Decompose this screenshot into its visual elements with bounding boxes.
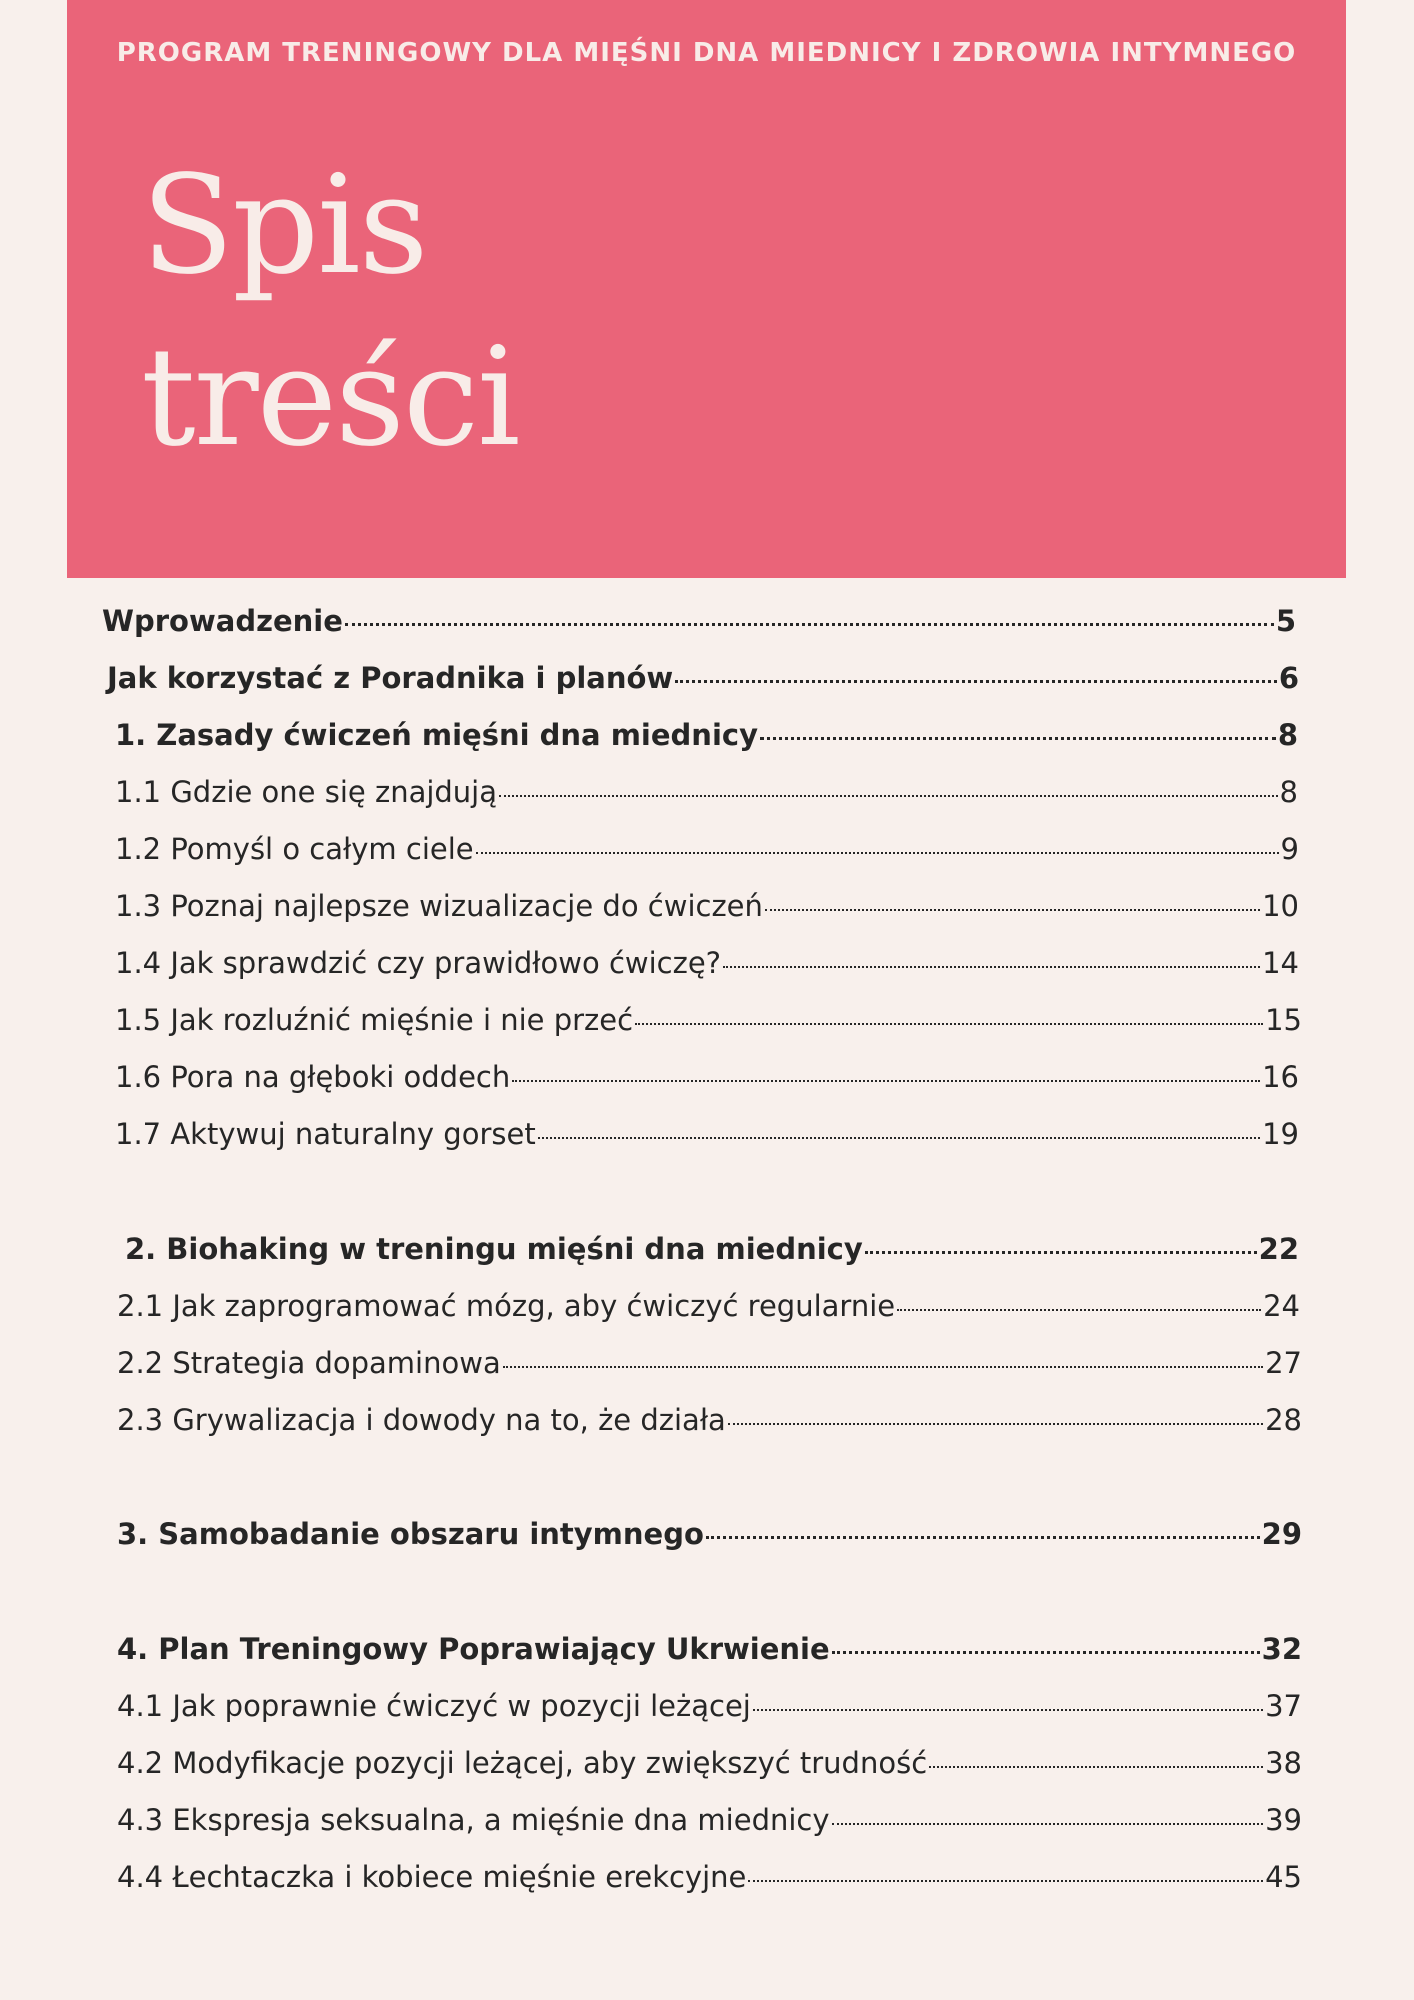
toc-entry-page: 8 — [1277, 718, 1298, 752]
toc-entry[interactable] — [125, 1232, 1299, 1276]
toc-entry-label: 1.3 Poznaj najlepsze wizualizacje do ćwiczeń — [115, 889, 763, 923]
toc-leader — [635, 1023, 1263, 1025]
toc-entry-page: 37 — [1265, 1689, 1302, 1723]
header-subtitle: PROGRAM TRENINGOWY DLA MIĘŚNI DNA MIEDNICY I ZDROWIA INTYMNEGO — [116, 38, 1297, 68]
toc-leader — [675, 680, 1277, 683]
toc-entry-page: 8 — [1279, 775, 1298, 809]
toc-entry-page: 10 — [1262, 889, 1299, 923]
toc-entry-label: 1.2 Pomyśl o całym ciele — [115, 832, 474, 866]
toc-entry[interactable] — [115, 832, 1299, 876]
toc-entry-page: 15 — [1265, 1003, 1302, 1037]
toc-entry-page: 24 — [1263, 1289, 1300, 1323]
toc-entry-label: 4.4 Łechtaczka i kobiece mięśnie erekcyjne — [117, 1860, 747, 1894]
toc-entry-label: 2.3 Grywalizacja i dowody na to, że działa — [117, 1403, 726, 1437]
toc-entry[interactable] — [115, 946, 1299, 990]
toc-leader — [753, 1709, 1263, 1711]
toc-entry[interactable] — [117, 1346, 1302, 1390]
page-title-line-2: treści — [141, 319, 519, 477]
toc-entry-label: Jak korzystać z Poradnika i planów — [107, 661, 674, 695]
toc-leader — [723, 966, 1260, 968]
toc-entry[interactable] — [115, 1060, 1299, 1104]
toc-entry-page: 38 — [1265, 1746, 1302, 1780]
toc-entry[interactable] — [102, 604, 1296, 648]
toc-entry-label: 3. Samobadanie obszaru intymnego — [117, 1517, 704, 1551]
page-title-line-1: Spis — [141, 147, 427, 305]
toc-leader — [832, 1651, 1260, 1654]
toc-entry-label: 1.6 Pora na głęboki oddech — [115, 1060, 511, 1094]
toc-entry-page: 9 — [1280, 832, 1299, 866]
toc-entry-page: 39 — [1265, 1803, 1302, 1837]
toc-entry-page: 22 — [1258, 1232, 1299, 1266]
toc-leader — [765, 909, 1260, 911]
toc-entry[interactable] — [117, 1803, 1302, 1847]
toc-entry-page: 45 — [1265, 1860, 1302, 1894]
toc-entry-page: 28 — [1265, 1403, 1302, 1437]
toc-leader — [897, 1309, 1261, 1311]
toc-entry[interactable] — [115, 889, 1299, 933]
toc-entry[interactable] — [115, 775, 1298, 819]
toc-leader — [512, 1080, 1260, 1082]
toc-entry-page: 14 — [1262, 946, 1299, 980]
toc-entry-page: 16 — [1262, 1060, 1299, 1094]
toc-leader — [476, 852, 1279, 854]
toc-entry-page: 19 — [1262, 1117, 1299, 1151]
toc-leader — [706, 1536, 1260, 1539]
toc-entry[interactable] — [117, 1517, 1302, 1561]
toc-entry[interactable] — [115, 1117, 1299, 1161]
toc-entry-label: 4. Plan Treningowy Poprawiający Ukrwienie — [117, 1632, 830, 1666]
toc-entry-label: 2.2 Strategia dopaminowa — [117, 1346, 501, 1380]
toc-leader — [345, 623, 1274, 626]
toc-entry-label: 4.1 Jak poprawnie ćwiczyć w pozycji leżącej — [117, 1689, 751, 1723]
toc-entry[interactable] — [117, 1689, 1302, 1733]
toc-leader — [832, 1823, 1264, 1825]
toc-entry-page: 29 — [1261, 1517, 1302, 1551]
toc-leader — [538, 1137, 1260, 1139]
toc-leader — [865, 1251, 1257, 1254]
toc-entry-label: 1.5 Jak rozluźnić mięśnie i nie przeć — [115, 1003, 634, 1037]
toc-entry[interactable] — [107, 661, 1299, 705]
toc-entry-label: 1.4 Jak sprawdzić czy prawidłowo ćwiczę? — [115, 946, 722, 980]
toc-leader — [728, 1423, 1263, 1425]
toc-entry-label: 2.1 Jak zaprogramować mózg, aby ćwiczyć regularnie — [117, 1289, 896, 1323]
toc-entry[interactable] — [117, 1746, 1302, 1790]
toc-entry-label: 1. Zasady ćwiczeń mięśni dna miednicy — [115, 718, 758, 752]
toc-entry-label: 1.7 Aktywuj naturalny gorset — [115, 1117, 536, 1151]
toc-entry-page: 5 — [1275, 604, 1296, 638]
toc-entry-label: 2. Biohaking w treningu mięśni dna miednicy — [125, 1232, 863, 1266]
toc-entry[interactable] — [115, 718, 1298, 762]
toc-leader — [748, 1880, 1263, 1882]
toc-entry-page: 32 — [1261, 1632, 1302, 1666]
toc-entry-page: 6 — [1278, 661, 1299, 695]
toc-entry[interactable] — [115, 1003, 1302, 1047]
toc-entry-label: Wprowadzenie — [102, 604, 343, 638]
toc-leader — [499, 795, 1278, 797]
toc-entry[interactable] — [117, 1403, 1302, 1447]
toc-entry[interactable] — [117, 1860, 1302, 1904]
toc-entry-page: 27 — [1265, 1346, 1302, 1380]
toc-entry-label: 4.2 Modyfikacje pozycji leżącej, aby zwiększyć trudność — [117, 1746, 928, 1780]
toc-leader — [503, 1366, 1263, 1368]
toc-leader — [760, 737, 1276, 740]
toc-entry[interactable] — [117, 1289, 1300, 1333]
toc-entry-label: 1.1 Gdzie one się znajdują — [115, 775, 498, 809]
toc-entry[interactable] — [117, 1632, 1302, 1676]
toc-entry-label: 4.3 Ekspresja seksualna, a mięśnie dna miednicy — [117, 1803, 830, 1837]
toc-leader — [929, 1766, 1263, 1768]
